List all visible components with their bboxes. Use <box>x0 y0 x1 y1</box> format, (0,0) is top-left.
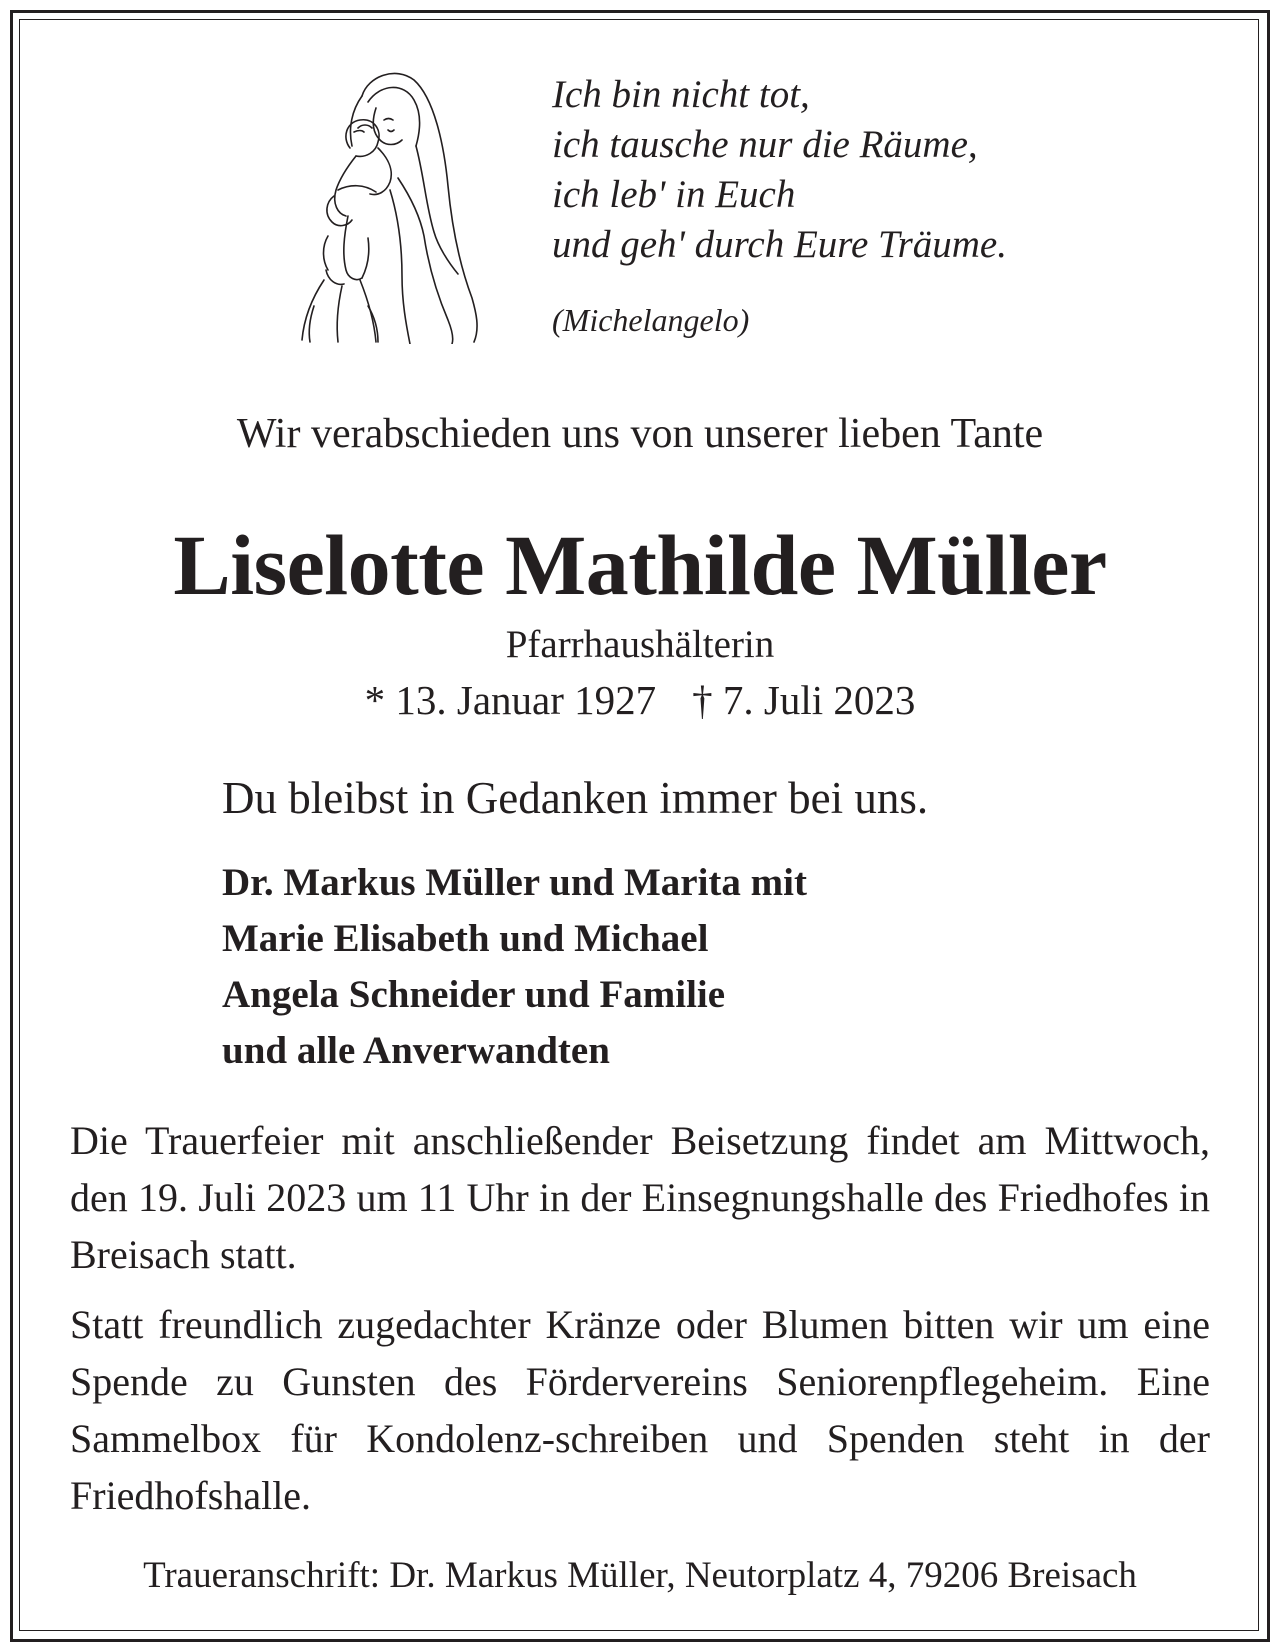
death-date: † 7. Juli 2023 <box>692 677 916 723</box>
mourners-list <box>222 855 807 1079</box>
poem-line: Ich bin nicht tot, <box>552 73 810 116</box>
profession: Pfarrhaushälterin <box>505 623 775 666</box>
mourner-line: Marie Elisabeth und Michael <box>222 917 709 960</box>
donation-paragraph: Statt freundlich zugedachter Kränze oder Blumen bitten wir um eine Spende zu Gunsten des Fördervereins Seniorenpflegeheim. Eine Sammelbox für Kondolenz-schreiben und Spenden steht in der Friedhofshalle. <box>70 1302 1210 1518</box>
poem-line: ich tausche nur die Räume, <box>552 123 978 166</box>
mourner-line: Angela Schneider und Familie <box>222 973 726 1016</box>
poem <box>552 70 1007 270</box>
intro-text: Wir verabschieden uns von unserer lieben Tante <box>236 411 1044 457</box>
poem-line: und geh' durch Eure Träume. <box>552 223 1007 266</box>
mourner-line: Dr. Markus Müller und Marita mit <box>222 861 807 904</box>
life-dates <box>0 676 1280 724</box>
poem-line: ich leb' in Euch <box>552 173 796 216</box>
mourning-address: Traueranschrift: Dr. Markus Müller, Neutorplatz 4, 79206 Breisach <box>143 1555 1137 1596</box>
poem-source: (Michelangelo) <box>552 302 750 338</box>
birth-date: * 13. Januar 1927 <box>364 677 657 723</box>
farewell-text: Du bleibst in Gedanken immer bei uns. <box>222 773 929 823</box>
deceased-name: Liselotte Mathilde Müller <box>173 517 1107 613</box>
ceremony-paragraph: Die Trauerfeier mit anschließender Beisetzung findet am Mittwoch, den 19. Juli 2023 um 11 Uhr in der Einsegnungshalle des Friedhofes in Breisach statt. <box>70 1118 1210 1277</box>
mourner-line: und alle Anverwandten <box>222 1029 610 1072</box>
madonna-and-child-icon <box>298 66 492 344</box>
